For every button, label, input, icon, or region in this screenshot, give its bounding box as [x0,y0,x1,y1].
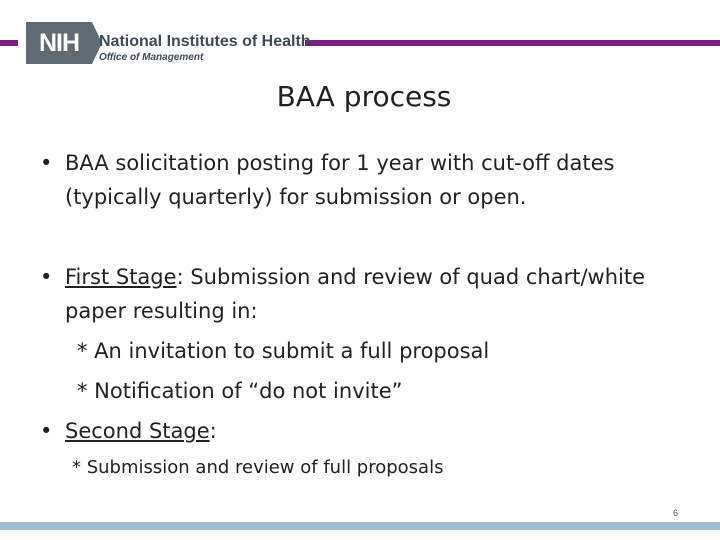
second-stage-label: Second Stage [65,419,210,443]
org-name: National Institutes of Health [99,33,311,50]
sub-item-full-proposals: * Submission and review of full proposals [72,457,444,478]
bullet-3 [65,414,705,448]
first-stage-label: First Stage [65,265,177,289]
sub-item-invitation: * An invitation to submit a full proposal [77,339,490,363]
bullet-marker: • [40,265,53,289]
sub-item-do-not-invite: * Notification of “do not invite” [77,379,403,403]
bullet-2-text: : Submission and review of quad chart/white paper resulting in: [65,265,646,323]
bullet-1-text: BAA solicitation posting for 1 year with cut-off dates (typically quarterly) for submission or open. [65,151,615,209]
nih-logo: NIH [26,22,92,64]
footer-bar [0,522,720,530]
bullet-2 [65,260,705,328]
header-accent-bar-right [305,40,720,46]
bullet-marker: • [40,419,53,443]
org-subtitle: Office of Management [99,52,204,63]
page-number: 6 [672,508,678,518]
slide-title: BAA process [276,80,452,113]
header-accent-bar-left [0,40,18,46]
bullet-marker: • [40,151,53,175]
bullet-3-text: : [209,419,217,443]
